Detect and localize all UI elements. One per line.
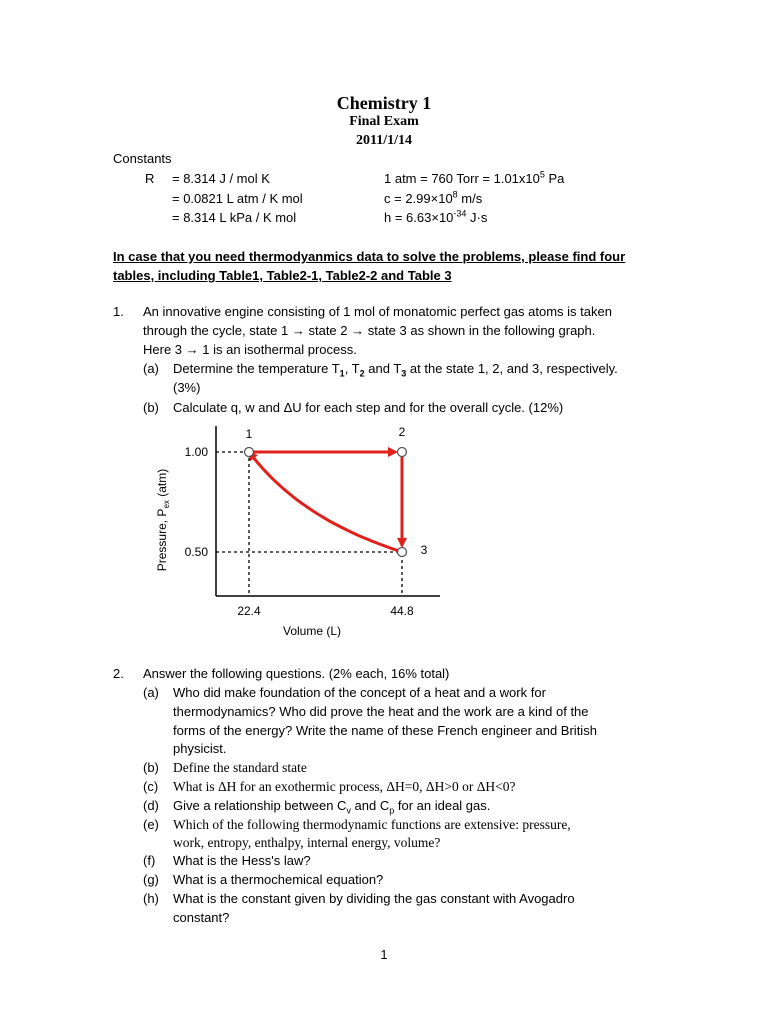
q1-line-1: An innovative engine consisting of 1 mol of monatomic perfect gas atoms is taken [143,304,612,319]
y-axis-label-sub: ex [162,500,171,509]
q2-intro: Answer the following questions. (2% each, 16% total) [143,666,450,681]
q1a-sub-1: 1 [339,368,345,379]
q1a-label: (a) [143,361,159,376]
r-label: R [145,171,155,186]
q2a-line-2: thermodynamics? Who did prove the heat and the work are a kind of the [173,704,589,719]
page-number: 1 [380,947,388,962]
constants-heading: Constants [113,151,172,166]
constant-c-text: c = 2.99×10 [384,191,453,206]
x-tick-label: 22.4 [237,604,261,618]
guide-lines [216,452,402,596]
constant-atm-exp: 5 [539,169,545,180]
q2f-text: What is the Hess's law? [173,853,311,868]
q2d-text-3: for an ideal gas. [394,798,491,813]
constant-atm [384,170,564,188]
state-labels [246,425,428,557]
q1a-text-2: , T [344,361,360,376]
notice-line-1: In case that you need thermodyanmics data to solve the problems, please find four [113,249,626,264]
q2d-text [173,797,490,815]
q2e-line-1: Which of the following thermodynamic functions are extensive: pressure, [173,817,571,832]
state-point-1 [245,448,254,457]
q2h-line-2: constant? [173,910,230,925]
pv-diagram [0,410,768,670]
q2b-text: Define the standard state [173,760,307,775]
path-3-to-1-isotherm [249,452,402,552]
q2c-text: What is ΔH for an exothermic process, ΔH=0, ΔH>0 or ΔH<0? [173,779,516,794]
q2d-label: (d) [143,798,159,813]
constant-h [384,209,487,227]
q2a-label: (a) [143,685,159,700]
q1a-text [173,360,618,378]
state-point-3 [398,548,407,557]
q2g-text: What is a thermochemical equation? [173,872,384,887]
state-point-2 [398,448,407,457]
state-label-3: 3 [420,543,428,557]
constant-h-unit: J·s [466,210,488,225]
q1b-label: (b) [143,400,159,415]
constant-atm-unit: Pa [544,171,565,186]
constant-h-text: h = 6.63×10 [384,210,454,225]
r-value-1: = 8.314 J / mol K [172,171,270,186]
q2a-line-3: forms of the energy? Write the name of these French engineer and British [173,723,597,738]
q2-number: 2. [113,666,124,681]
q2h-label: (h) [143,891,159,906]
q2f-label: (f) [143,853,156,868]
q1a-text-3: and T [364,361,402,376]
q2g-label: (g) [143,872,159,887]
r-value-3: = 8.314 L kPa / K mol [172,210,297,225]
state-label-2: 2 [398,425,406,439]
q1a-text-4: at the state 1, 2, and 3, respectively. [406,361,618,376]
x-axis-label: Volume (L) [282,624,342,638]
tick-labels [185,445,414,618]
y-axis-label [155,469,171,572]
y-axis-label-main: Pressure, P [155,508,169,572]
exam-subtitle: Final Exam [349,114,419,129]
q1-number: 1. [113,304,124,319]
state-label-1: 1 [245,427,253,441]
r-value-2: = 0.0821 L atm / K mol [172,191,303,206]
q2e-line-2: work, entropy, enthalpy, internal energy, volume? [173,835,441,850]
q1a-text-1: Determine the temperature T [173,361,340,376]
constant-c-exp: 8 [452,189,458,200]
exam-title: Chemistry 1 [336,93,432,113]
constant-h-exp: -34 [453,208,467,219]
q2b-label: (b) [143,760,159,775]
q2h-line-1: What is the constant given by dividing the gas constant with Avogadro [173,891,575,906]
y-tick-label: 1.00 [184,445,208,459]
exam-date: 2011/1/14 [355,133,412,148]
constant-c-unit: m/s [457,191,483,206]
q2e-label: (e) [143,817,159,832]
q1b-text: Calculate q, w and ΔU for each step and for the overall cycle. (12%) [173,400,564,415]
q2d-sub-2: p [389,805,395,816]
chart-marks [245,448,407,557]
notice-line-2: tables, including Table1, Table2-1, Table2-2 and Table 3 [113,268,452,283]
q2d-sub-1: v [346,805,351,816]
q1-line-2: through the cycle, state 1 → state 2 → state 3 as shown in the following graph. [143,323,596,338]
constant-atm-text: 1 atm = 760 Torr = 1.01x10 [384,171,540,186]
q1a-sub-2: 2 [359,368,365,379]
q1a-sub-3: 3 [401,368,407,379]
q1-line-3: Here 3 → 1 is an isothermal process. [143,342,357,357]
q2a-line-1: Who did make foundation of the concept of a heat and a work for [173,685,546,700]
q2a-line-4: physicist. [173,741,227,756]
y-axis-label-unit: (atm) [155,468,169,501]
q2d-text-1: Give a relationship between C [173,798,347,813]
y-tick-label: 0.50 [184,545,208,559]
q2d-text-2: and C [350,798,390,813]
q2c-label: (c) [143,779,159,794]
constant-c [384,190,482,208]
q1a-percent: (3%) [173,380,201,395]
x-tick-label: 44.8 [390,604,414,618]
